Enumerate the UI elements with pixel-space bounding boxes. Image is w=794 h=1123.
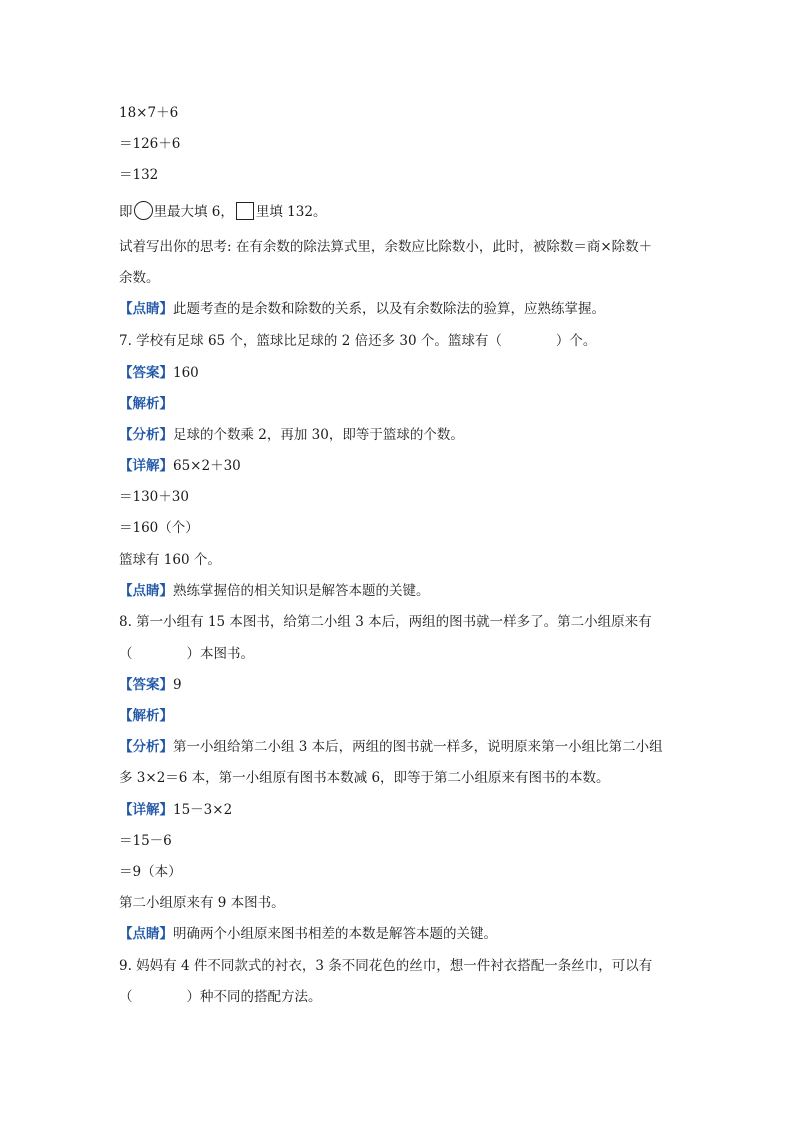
question-text: 9. 妈妈有 4 件不同款式的衬衣，3 条不同花色的丝巾，想一件衬衣搭配一条丝巾，可以有 <box>119 958 653 974</box>
circle-blank-icon <box>134 201 153 220</box>
calc-line <box>119 519 199 537</box>
answer-text: 9 <box>173 677 182 693</box>
jiexi-tag: 【解析】 <box>119 396 173 412</box>
result-line <box>119 894 285 912</box>
question-9-cont <box>119 988 322 1006</box>
result-text: 第二小组原来有 9 本图书。 <box>119 895 285 911</box>
calc-line <box>119 832 172 850</box>
square-blank-icon <box>236 202 254 220</box>
answer-tag: 【答案】 <box>119 677 173 693</box>
xiangjie-tag: 【详解】 <box>119 458 173 474</box>
fenxi-line-cont <box>119 769 610 787</box>
dianjing-text: 明确两个小组原来图书相差的本数是解答本题的关键。 <box>173 926 497 942</box>
dianjing-tag: 【点睛】 <box>119 926 173 942</box>
conclusion-suffix: 里填 132。 <box>255 204 327 220</box>
question-9 <box>119 957 652 975</box>
answer-tag: 【答案】 <box>119 365 173 381</box>
calc-text: 18×7＋6 <box>119 105 179 121</box>
fenxi-text: 足球的个数乘 2，再加 30，即等于篮球的个数。 <box>173 427 464 443</box>
question-text: 8. 第一小组有 15 本图书，给第二小组 3 本后，两组的图书就一样多了。第二小组原来有 <box>119 614 652 630</box>
dianjing-tag: 【点睛】 <box>119 583 173 599</box>
question-text: （ ）种不同的搭配方法。 <box>119 989 322 1005</box>
xiangjie-text: 65×2＋30 <box>173 458 241 474</box>
question-8 <box>119 613 652 631</box>
conclusion-middle: 里最大填 6， <box>153 204 234 220</box>
fenxi-line <box>119 738 663 756</box>
thinking-text: 余数。 <box>119 270 160 286</box>
dianjing-tag: 【点睛】 <box>119 301 173 317</box>
result-text: 篮球有 160 个。 <box>119 552 221 568</box>
xiangjie-text: 15－3×2 <box>173 802 233 818</box>
result-line <box>119 551 221 569</box>
jiexi-tag: 【解析】 <box>119 708 173 724</box>
fenxi-text: 多 3×2＝6 本，第一小组原有图书本数减 6，即等于第二小组原来有图书的本数。 <box>119 770 610 786</box>
calc-text: ＝160（个） <box>119 520 199 536</box>
thinking-text: 试着写出你的思考: 在有余数的除法算式里，余数应比除数小，此时，被除数＝商×除数＋ <box>119 239 653 255</box>
jiexi-line <box>119 707 173 725</box>
calc-text: ＝9（本） <box>119 864 182 880</box>
xiangjie-line <box>119 457 241 475</box>
conclusion-line <box>119 201 326 221</box>
calc-line <box>119 863 182 881</box>
conclusion-prefix: 即 <box>119 204 133 220</box>
question-7 <box>119 332 596 350</box>
calc-line <box>119 104 178 122</box>
dianjing-line <box>119 300 605 318</box>
dianjing-line <box>119 582 430 600</box>
question-text: 7. 学校有足球 65 个，篮球比足球的 2 倍还多 30 个。篮球有（ ）个。 <box>119 333 597 349</box>
calc-line <box>119 488 189 506</box>
fenxi-tag: 【分析】 <box>119 427 173 443</box>
question-text: （ ）本图书。 <box>119 646 254 662</box>
thinking-line <box>119 269 160 287</box>
fenxi-tag: 【分析】 <box>119 739 173 755</box>
answer-line <box>119 364 199 382</box>
calc-line <box>119 166 158 184</box>
calc-text: ＝126＋6 <box>119 136 181 152</box>
fenxi-text: 第一小组给第二小组 3 本后，两组的图书就一样多，说明原来第一小组比第二小组 <box>173 739 663 755</box>
question-8-cont <box>119 645 254 663</box>
jiexi-line <box>119 395 173 413</box>
xiangjie-tag: 【详解】 <box>119 802 173 818</box>
thinking-line <box>119 238 652 256</box>
dianjing-text: 熟练掌握倍的相关知识是解答本题的关键。 <box>173 583 430 599</box>
calc-text: ＝15－6 <box>119 833 172 849</box>
fenxi-line <box>119 426 464 444</box>
dianjing-text: 此题考查的是余数和除数的关系，以及有余数除法的验算，应熟练掌握。 <box>173 301 605 317</box>
calc-text: ＝130＋30 <box>119 489 189 505</box>
answer-line <box>119 676 182 694</box>
answer-text: 160 <box>173 365 199 381</box>
calc-line <box>119 135 180 153</box>
xiangjie-line <box>119 801 232 819</box>
calc-text: ＝132 <box>119 167 159 183</box>
dianjing-line <box>119 925 497 943</box>
